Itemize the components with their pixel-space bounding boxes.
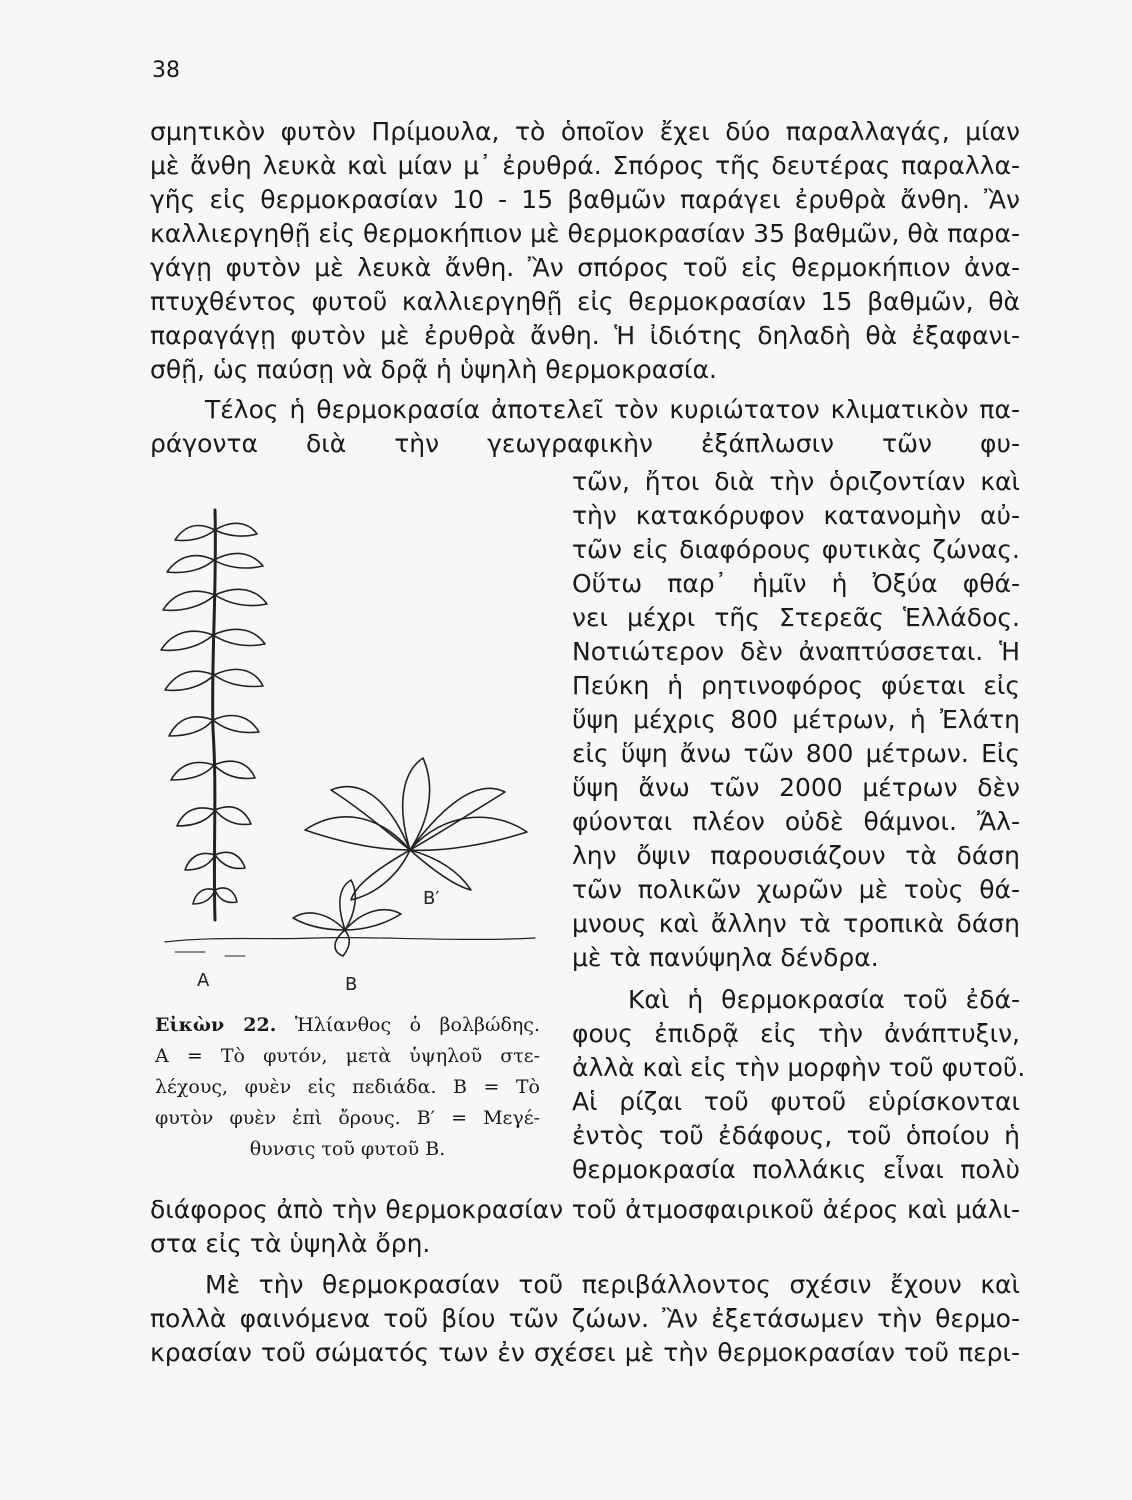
plant-b-rosette: [293, 880, 401, 956]
figure-label-b: B: [345, 974, 358, 995]
right-column-line: ὕψη ἄνω τῶν 2000 μέτρων δὲν: [572, 773, 1020, 802]
body-line: πολλὰ φαινόμενα τοῦ βίου τῶν ζώων. Ἂν ἐξετάσωμεν τὴν θερμο-: [150, 1304, 1020, 1333]
right-column-line: Αἱ ρίζαι τοῦ φυτοῦ εὑρίσκονται: [572, 1087, 1020, 1116]
right-column-line: ὕψη μέχρις 800 μέτρων, ἡ Ἐλάτη: [572, 705, 1020, 734]
right-column-line: φύονται πλέον οὐδὲ θάμνοι. Ἄλ-: [572, 807, 1020, 836]
body-line: παραγάγῃ φυτὸν μὲ ἐρυθρὰ ἄνθη. Ἡ ἰδιότης δηλαδὴ θὰ ἐξαφανι-: [150, 321, 1020, 350]
figure-label-b-prime: B′: [423, 888, 440, 909]
right-column-line: τῶν, ἤτοι διὰ τὴν ὁριζοντίαν καὶ: [572, 467, 1020, 496]
figure-22-illustration: [155, 490, 550, 1000]
caption-line: φυτὸν φυὲν ἐπὶ ὄρους. Β′ = Μεγέ-: [155, 1107, 540, 1129]
right-column-line: λην ὄψιν παρουσιάζουν τὰ δάση: [572, 841, 1020, 870]
right-column-line: Νοτιώτερον δὲν ἀναπτύσσεται. Ἡ: [572, 637, 1020, 666]
body-line: σθῇ, ὡς παύσῃ νὰ δρᾷ ἡ ὑψηλὴ θερμοκρασία.: [150, 355, 717, 384]
body-line: γῆς εἰς θερμοκρασίαν 10 - 15 βαθμῶν παράγει ἐρυθρὰ ἄνθη. Ἂν: [150, 185, 1020, 214]
body-line: γάγῃ φυτὸν μὲ λευκὰ ἄνθη. Ἂν σπόρος τοῦ εἰς θερμοκήπιον ἀνα-: [150, 253, 1020, 282]
page-number: 38: [152, 58, 180, 83]
caption-line: λέχους, φυὲν εἰς πεδιάδα. Β = Τὸ: [155, 1076, 540, 1098]
right-column-line: νει μέχρι τῆς Στερεᾶς Ἑλλάδος.: [572, 603, 1020, 632]
right-column-line: φους ἐπιδρᾷ εἰς τὴν ἀνάπτυξιν,: [572, 1019, 1020, 1048]
right-column-line: θερμοκρασία πολλάκις εἶναι πολὺ: [572, 1155, 1020, 1184]
right-column-line: μὲ τὰ πανύψηλα δένδρα.: [572, 943, 879, 972]
plant-b-prime-rosette: [305, 758, 527, 900]
right-column-line: Πεύκη ἡ ρητινοφόρος φύεται εἰς: [572, 671, 1020, 700]
right-column-line: ἐντὸς τοῦ ἐδάφους, τοῦ ὁποίου ἡ: [572, 1121, 1020, 1150]
body-line: διάφορος ἀπὸ τὴν θερμοκρασίαν τοῦ ἀτμοσφαιρικοῦ ἀέρος καὶ μάλι-: [150, 1195, 1020, 1224]
body-line: Μὲ τὴν θερμοκρασίαν τοῦ περιβάλλοντος σχέσιν ἔχουν καὶ: [205, 1270, 1020, 1299]
figure-caption: [155, 1010, 540, 1165]
right-column-line: τὴν κατακόρυφον κατανομὴν αὐ-: [572, 501, 1020, 530]
right-column-line: τῶν εἰς διαφόρους φυτικὰς ζώνας.: [572, 535, 1020, 564]
body-line: μὲ ἄνθη λευκὰ καὶ μίαν μ᾽ ἐρυθρά. Σπόρος τῆς δευτέρας παραλλα-: [150, 151, 1020, 180]
body-line: καλλιεργηθῇ εἰς θερμοκήπιον μὲ θερμοκρασίαν 35 βαθμῶν, θὰ παρα-: [150, 219, 1020, 248]
figure-label-a: A: [197, 970, 210, 991]
body-line: πτυχθέντος φυτοῦ καλλιεργηθῇ εἰς θερμοκρασίαν 15 βαθμῶν, θὰ: [150, 287, 1020, 316]
body-line: κρασίαν τοῦ σώματός των ἐν σχέσει μὲ τὴν θερμοκρασίαν τοῦ περι-: [150, 1338, 1020, 1367]
body-line: ράγοντα διὰ τὴν γεωγραφικὴν ἐξάπλωσιν τῶν φυ-: [150, 429, 1020, 458]
right-column-line: τῶν πολικῶν χωρῶν μὲ τοὺς θά-: [572, 875, 1020, 904]
caption-line: Α = Τὸ φυτόν, μετὰ ὑψηλοῦ στε-: [155, 1045, 540, 1067]
caption-line: θυνσις τοῦ φυτοῦ Β.: [249, 1138, 446, 1160]
right-column-line: Καὶ ἡ θερμοκρασία τοῦ ἐδά-: [628, 985, 1020, 1014]
caption-title: Εἰκὼν 22.: [155, 1014, 277, 1036]
body-line: σμητικὸν φυτὸν Πρίμουλα, τὸ ὁποῖον ἔχει δύο παραλλαγάς, μίαν: [150, 117, 1020, 146]
body-line: στα εἰς τὰ ὑψηλὰ ὄρη.: [150, 1229, 431, 1258]
right-column-line: ἀλλὰ καὶ εἰς τὴν μορφὴν τοῦ φυτοῦ.: [572, 1053, 1026, 1082]
body-line: Τέλος ἡ θερμοκρασία ἀποτελεῖ τὸν κυριώτατον κλιματικὸν πα-: [205, 395, 1020, 424]
ground-line: [165, 938, 535, 942]
plant-drawing: [155, 490, 550, 1000]
right-column-line: μνους καὶ ἄλλην τὰ τροπικὰ δάση: [572, 909, 1020, 938]
right-column-line: Οὕτω παρ᾽ ἡμῖν ἡ Ὀξύα φθά-: [572, 569, 1020, 598]
right-column-line: εἰς ὕψη ἄνω τῶν 800 μέτρων. Εἰς: [572, 739, 1020, 768]
caption-line: Ἡλίανθος ὁ βολβώδης.: [294, 1014, 540, 1036]
